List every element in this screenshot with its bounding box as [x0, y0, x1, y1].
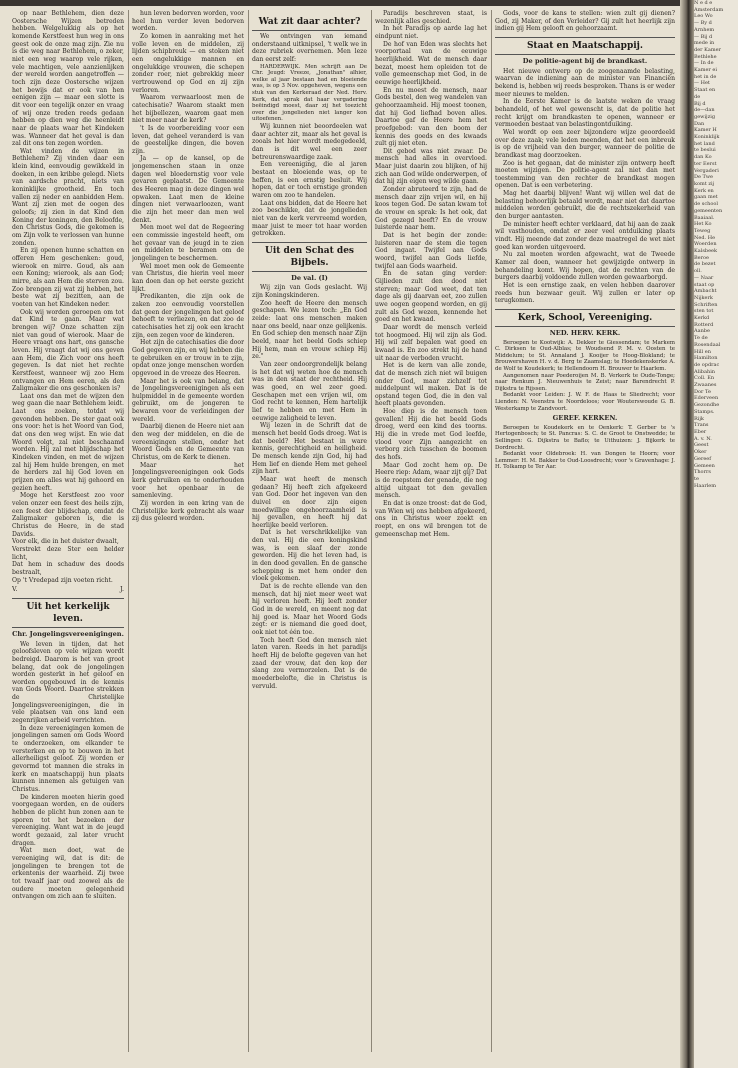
strip-line: te beslui — [694, 147, 716, 154]
strip-line: Ambacht — [694, 288, 717, 295]
strip-line: — Naar — [694, 274, 714, 281]
strip-line: Kerk en — [694, 187, 714, 194]
strip-line: Kamer H — [694, 127, 717, 134]
paragraph: Moge het Kerstfeest zoo voor velen onzer een feest des heils zijn, een feest der blijdschap, omdat de Zaligmaker geboren is, die is Christus de Heere, in de stad Davids. — [12, 492, 124, 538]
paragraph: Wij zijn van Gods geslacht. Wij zijn Koningskinderen. — [252, 284, 367, 300]
strip-line: Ederveen — [694, 395, 719, 402]
intro-text: We ontvingen van iemand onderstaand uitknipsel, 't welk we in deze rubriek overnemen. Men leze dan eerst zelf: — [252, 33, 367, 63]
column-4-paragraphs — [375, 10, 487, 538]
paragraph: Wat men doet, wat de vereeniging wil, dat is dit: de jongelingen te brengen tot de erkentenis der waarheid. Zij twee tot twaalf jaar oud zoowel als de oudere moeten gelegenheid ontvangen om zich aan te sluiten. — [12, 847, 124, 901]
strip-line: Thorrs — [694, 469, 711, 476]
strip-line: de opdrac — [694, 361, 720, 368]
paragraph: Laat ons bidden, dat de Heere het zoo beschikke, dat de jongelieden niet van de kerk vervreemd worden, maar juist te meer tot haar worden getrokken. — [252, 199, 367, 238]
paragraph: In het Paradijs op aarde lag het eindpunt niet. — [375, 25, 487, 40]
strip-line: Rotterd — [694, 321, 714, 328]
strip-line: Kerkd — [694, 315, 710, 322]
strip-line: Rosendaal — [694, 341, 721, 348]
paragraph: Dat is de rechte ellende van den mensch, dat hij niet meer weet wat hij verloren heeft. Hij leeft zonder God in de wereld, en meent nog dat hij goed is. Maar het Woord Gods zegt: er is niemand die goed doet, ook niet tot één toe. — [252, 583, 367, 636]
paragraph: Dit gebod was niet zwaar. De mensch had alles in overvloed. Maar juist daarin zou blijken, of hij zich aan God wilde onderwerpen, of dat hij zijn eigen weg wilde gaan. — [375, 147, 487, 186]
strip-line: Vergaderi — [694, 167, 719, 174]
paragraph: De minister heeft echter verklaard, dat hij aan de zaak wil vasthouden, omdat er zeer veel ontduiking plaats vindt. Hij meende dat zonder deze maatregel de wet niet goed kan worden uitgevoerd. — [495, 220, 675, 251]
strip-line: Leo Wo — [694, 13, 713, 20]
strip-line: Nijkerk — [694, 294, 713, 301]
strip-line: Alibahin — [694, 368, 716, 375]
strip-line: Hill en — [694, 348, 711, 355]
column-2 — [132, 10, 244, 1060]
strip-line: te — [694, 475, 699, 482]
column-rule — [371, 10, 372, 1052]
paragraph: Gods, voor de kans te stellen: wien zult gij dienen? God, zij Maker, of den Verleider? Gij zult het heerlijk zijn indien gij Hem gelooft en gehoorzaamt. — [495, 10, 675, 33]
paragraph: Paradijs beschreven staat, is wezenlijk alles geschied. — [375, 10, 487, 25]
poem-line: Op 't Vredepad zijn voeten richt. — [12, 576, 113, 584]
strip-line: Hamilton — [694, 355, 718, 362]
paragraph: Wij kunnen niet beoordeelen wat daar achter zit, maar als het geval is zooals het hier wordt medegedeeld, dan is dit wel een zeer betreurenswaardige zaak. — [252, 122, 367, 161]
strip-line: Arnhem — [694, 26, 715, 33]
strip-line: der Kamer — [694, 46, 721, 53]
strip-line: gemeenten — [694, 207, 723, 214]
column-4 — [375, 10, 487, 1060]
paragraph: Maar het Jongelingsvereenigingen ook Gods kerk gebruiken en te onderhouden voor het openbaar in de samenleving. — [132, 461, 244, 500]
strip-line: ter Eerst — [694, 160, 717, 167]
column-5-paragraphs — [495, 10, 675, 33]
scanner-edge — [0, 0, 738, 6]
subheading-the-fall: De val. (I) — [291, 273, 328, 282]
section-heading-church-school: Kerk, School, Vereeniging. — [495, 309, 675, 327]
strip-line: Koninklijk — [694, 134, 720, 141]
paragraph: Hoe diep is de mensch toen gevallen! Hij die het beeld Gods droeg, werd een kind des toorns. Hij die in vrede met God leefde, vlood voor Zijn aangezicht en verborg zich tusschen de boomen des hofs. — [375, 408, 487, 462]
strip-line: Stamps. — [694, 408, 715, 415]
paragraph: We leven in tijden, dat het geloofsleven op vele wijzen wordt bedreigd. Daarom is het van groot belang, dat ook de jongelingen worden gesterkt in het geloof en worden opgebouwd in de kennis van Gods Woord. Daartoe strekken de Christelijke Jongelingsvereenigingen, die in vele plaatsen van ons land een zegenrijken arbeid verrichten. — [12, 640, 124, 725]
strip-line: Teweg — [694, 227, 711, 234]
paragraph: Waarom verwaarloost men de catechisatie? Waarom staakt men het bijbellezen, waarom gaat men niet meer naar de kerk? — [132, 94, 244, 125]
strip-line: Dor Te — [694, 388, 711, 395]
paragraph: Zonder abruteerd te zijn, had de mensch daar zijn vrijen wil, en hij koos tegen God. De satan kwam tot de vrouw en sprak: Is het ook, dat God gezegd heeft? En de vrouw luisterde naar hem. — [375, 186, 487, 232]
strip-line: de—dan — [694, 107, 715, 114]
column-1-paragraphs — [12, 10, 124, 538]
column-3-paragraphs — [252, 123, 367, 238]
church-news: Aangenomen naar Poederoijen M. B. Verkerk te Oude-Tonge; naar Renkum J. Nieuwenhuis te Zeist; naar Barendrecht P. Dijkstra te Rijssen. — [495, 372, 675, 392]
church-news: Beroepen te Kootwijk: A. Dekker te Giessendam; te Markem C. Dirksen te Oud-Alblas; te Woudsend P. M. v. Oosten te Middelum; te St. Annaland J. Kooijer te Hoog-Blokland; te Brouwershaven H. v. d. Berg te Zaamslag; te Hoedekenskerke A. de Wolf te Koudekerk; te Hellendoorn H. Brouwer te Haarlem. — [495, 339, 675, 372]
column-3-paragraphs-2 — [252, 284, 367, 690]
strip-line: Woerden — [694, 241, 717, 248]
strip-line: sten tot — [694, 308, 714, 315]
strip-line: Bij d — [694, 100, 706, 107]
strip-line: Gemeen — [694, 462, 715, 469]
section-heading-bible-treasure: Uit den Schat des Bijbels. — [252, 242, 367, 272]
strip-line: mede in — [694, 40, 715, 47]
column-rule — [248, 10, 249, 1052]
paragraph: En nu moest de mensch, naar Gods bestel, den weg wandelen van gehoorzaamheid. Hij moest toonen, dat hij God liefhad boven alles. Daartoe gaf de Heere hem het proefgebod: van den boom der kennis des goeds en des kwaads zult gij niet eten. — [375, 86, 487, 148]
paragraph: Ja — op de kansel, op de jongemenschen staan in onze dagen wel bloedernstig voor vele gevaren geplaatst. De Gemeente des Heeren mag in deze dingen wel opwaken. Laat men de kleine dingen niet verwaarloozen, want die zijn het meer dan men wel denkt. — [132, 155, 244, 224]
strip-line: oll. — [694, 268, 702, 275]
strip-line: N e d e — [694, 0, 713, 6]
church-news: Beroepen te Koudekerk en te Oenkerk: T. Gerber te 's Hertogenbosch; te St. Pancras: S. C. de Groot te Onstwedde; te Sellingen: G. Dijkstra te Baflo; te Uithuizen: J. Bijkerk te Dordrecht. — [495, 424, 675, 451]
paragraph: Van zeer ondoorgrondelijk belang is het dat wij weten hoe de mensch was in den staat der rechtheid. Hij was goed, en wel zeer goed. Geschapen met een vrijen wil, om God recht te kennen, Hem hartelijk lief te hebben en met Hem in eeuwige zaligheid te leven. — [252, 361, 367, 422]
strip-line: Ned. He — [694, 234, 716, 241]
next-page-strip — [694, 0, 738, 1068]
strip-line: Geest — [694, 442, 709, 449]
paragraph: Het is een ernstige zaak, en velen hebben daarover reeds hun bezwaar geuit. Wij zullen er later op terugkomen. — [495, 282, 675, 305]
paragraph: En dat is onze troost: dat de God, van Wien wij ons hebben afgekeerd, ons in Christus weer zoekt en roept, en ons wil brengen tot de gemeenschap met Hem. — [375, 500, 487, 538]
poem-line: Dat hem in schaduw des doods bestraalt, — [12, 561, 124, 576]
paragraph: In deze vereenigingen komen de jongelingen samen om Gods Woord te onderzoeken, om elkander te versterken en op te bouwen in het allerheiligst geloof. Zij worden er gevormd tot mannen die straks in kerk en maatschappij hun plaats kunnen innemen als getuigen van Christus. — [12, 724, 124, 793]
paragraph: En de satan ging verder: Gijlieden zult den dood niet sterven; maar God weet, dat ten dage als gij daarvan eet, zoo zullen uwe oogen geopend worden, en gij zult als God wezen, kennende het goed en het kwaad. — [375, 270, 487, 324]
signature — [12, 586, 124, 594]
paragraph: Het nieuwe ontwerp op de zoogenaamde belasting, waarvan de indiening aan de minister van Financiën bekend is, hebben wij reeds besproken. Thans is er weder meer nieuws te melden. — [495, 67, 675, 98]
strip-line: Staat en — [694, 87, 716, 94]
strip-line: Baaiaal. — [694, 214, 715, 221]
paragraph: Wel wordt op een zeer bijzondere wijze geoordeeld over deze zaak; vele leden meenden, dat het een inbreuk is op de vrijheid van den burger, wanneer de politie de brandkast mag doorzoeken. — [495, 128, 675, 159]
strip-line: Haarlem — [694, 482, 717, 489]
paragraph: Toch heeft God den mensch niet laten varen. Reeds in het paradijs heeft Hij de belofte gegeven van het zaad der vrouw, dat den kop der slang zou vermorzelen. Dat is de moederbelofte, die in Christus is vervuld. — [252, 636, 367, 690]
paragraph: De kinderen moeten hierin goed voorgegaan worden, en de ouders hebben de plicht hun zonen aan te sporen tot het bezoeken der vereeniging. Want wat in de jeugd wordt gezaaid, zal later vrucht dragen. — [12, 793, 124, 847]
strip-line: Oker — [694, 449, 707, 456]
paragraph: Zoo is het gegaan, dat de minister zijn ontwerp heeft moeten wijzigen. De politie-agent zal niet dan met toestemming van den rechter de brandkast mogen openen. Dat is een verbetering. — [495, 159, 675, 190]
subheading-geref-kerken: GEREF. KERKEN. — [552, 414, 618, 423]
paragraph: Zij worden in een kring van de Christelijke kerk gebracht als waar zij dus geleerd worden. — [132, 500, 244, 523]
column-rule — [128, 10, 129, 1052]
column-3 — [252, 10, 367, 1060]
section-heading-state-society: Staat en Maatschappij. — [495, 37, 675, 55]
paragraph: Zoo heeft de Heere den mensch geschapen. We lezen toch: „En God zeide: laat ons menschen maken naar ons beeld, naar onze gelijkenis. En God schiep den mensch naar Zijn beeld, naar het beeld Gods schiep Hij hem, man en vrouw schiep Hij ze." — [252, 299, 367, 361]
strip-line: Te de — [694, 335, 708, 342]
column-5-paragraphs-2 — [495, 68, 675, 305]
quoted-clipping: HARDERWIJK. Men schrijft aan De Chr. Jeugd: Vreeze, „Jonathan" alhier, welke al jaar bestaan had en bloeiende was, is op 3 Nov. opgeheven, wegens een stuk van den Kerkeraad der Ned. Herv. Kerk, dat sprak dat haar vergadering beëindigd moest, daar zij het toezicht over die jongelieden niet langer kon uitoefenen. — [252, 63, 367, 123]
paragraph: Predikanten, die zijn ook de zaken zoo eenvoudig voorstellen dat geen der jongelingen het geloof behoeft te verliezen, en dat zoo de catechisaties het zij ook een kracht zijn, een zegen voor de kinderen. — [132, 293, 244, 339]
column-5 — [495, 10, 675, 1060]
poem-line: Verstrekt deze Ster een helder licht, — [12, 545, 124, 561]
strip-line: dan Ko — [694, 154, 712, 161]
strip-line: Trans — [694, 422, 709, 429]
paragraph: Een vereeniging, die al jaren bestaat en bloeiende was, op te heffen, is een ernstig besluit. Wij hopen, dat er toch ernstige gronden waren om zoo te handelen. — [252, 161, 367, 199]
section-heading-church-life: Uit het kerkelijk leven. — [12, 598, 124, 628]
signature-left: V. — [12, 586, 18, 594]
paragraph: 't Is de voorbereiding voor een leven, dat geheel veranderd is van de geestelijke dingen, die boven zijn. — [132, 124, 244, 155]
poem-line: Voor elk, die in het duister dwaalt, — [12, 538, 119, 546]
strip-line: Gereef — [694, 455, 712, 462]
paragraph: Men moet wel dat de Regeering een commissie ingesteld heeft, om het gevaar van de jeugd in te zien en middelen te beramen om de jongelingen te beschermen. — [132, 224, 244, 262]
strip-line: Het Ko — [694, 221, 712, 228]
paragraph: Maar het is ook van belang, dat de Jongelingsvereenigingen als een hulpmiddel in de gemeente worden gebruikt, om de jongeren te bewaren voor de verleidingen der wereld. — [132, 377, 244, 423]
strip-line: Coll. En — [694, 375, 715, 382]
strip-line: komt zij — [694, 180, 715, 187]
strip-line: Aanbe — [694, 328, 710, 335]
paragraph: Daar wordt de mensch verleid tot hoogmoed. Hij wil zijn als God. Hij wil zelf bepalen wat goed en kwaad is. En zoo strekt hij de hand uit naar de verboden vrucht. — [375, 323, 487, 362]
strip-line: Zwaanes — [694, 382, 717, 389]
paragraph: Wel moet men ook de Gemeente van Christus, die hierin veel meer kan doen dan op het eerste gezicht lijkt. — [132, 262, 244, 293]
strip-line: — Bij d — [694, 33, 713, 40]
strip-line: Kamer ei — [694, 67, 717, 74]
paragraph: De hof van Eden was slechts het voorportaal van de eeuwige heerlijkheid. Wat de mensch daar bezat, moest hem opleiden tot de volle gemeenschap met God, in de eeuwige heerlijkheid. — [375, 40, 487, 86]
strip-line: Eber — [694, 429, 707, 435]
strip-line: — In de — [694, 60, 714, 67]
paragraph: Dat is het verschrikkelijke van den val. Hij die een koningskind was, is een slaaf der zonde geworden. Hij die het leven had, is in den dood gevallen. En de gansche schepping is met hem onder den vloek gekomen. — [252, 529, 367, 583]
paragraph: In de Eerste Kamer is de laatste weken de vraag behandeld, of het wel gewenscht is, dat de politie het recht krijgt om brandkasten te openen, wanneer er vermoeden bestaat van belastingontduiking. — [495, 98, 675, 129]
strip-line: Beroe — [694, 254, 709, 261]
paragraph: Het is de kern van alle zonde, dat de mensch zich niet wil buigen onder God, maar zichzelf tot middelpunt wil maken. Dat is de opstand tegen God, die in den val heeft plaats gevonden. — [375, 362, 487, 408]
paragraph: Maar God zocht hem op. De Heere riep: Adam, waar zijt gij? Dat is de roepstem der genade, die nog altijd uitgaat tot den gevallen mensch. — [375, 461, 487, 500]
strip-line: Rijk — [694, 415, 704, 422]
paragraph: Het zijn de catechisaties die door God gegeven zijn, en wij hebben die te gebruiken en er trouw in te zijn, opdat onze jonge menschen worden opgevoed in de vreeze des Heeren. — [132, 339, 244, 377]
church-news: Bedankt voor Leiden: J. W. F. de Haas te Sliedrecht; voor Lienden: N. Veenstra te Noordeloos; voor Wouterswoude G. B. Westerkamp te Zandvoort. — [495, 392, 675, 412]
signature-right: J. — [119, 586, 124, 594]
paragraph: Ook wij worden geroepen om tot dat Kind te gaan. Maar wat brengen wij? Onze schatten zijn niet van goud of wierook. Maar de Heere vraagt ons hart, ons gansche leven. Hij vraagt dat wij ons geven aan Hem, die Zich voor ons heeft gegeven. Is dat niet het rechte Kerstfeest, wanneer wij zoo Hem ontvangen en Hem eeren, als den Zaligmaker die ons geschonken is? — [12, 308, 124, 393]
strip-line: — Het — [694, 80, 710, 87]
strip-line: de school — [694, 201, 718, 208]
page-binding-shadow — [680, 0, 694, 1068]
subheading-police-agent: De politie-agent bij de brandkast. — [522, 56, 648, 65]
paragraph: Daarbij dienen de Heere niet aan den weg der middelen, en die de vereenigingen stellen, onder het Woord Gods en de Gemeente van Christus, om de Kerk te dienen. — [132, 423, 244, 462]
paragraph: Nu zal moeten worden afgewacht, wat de Tweede Kamer zal doen, wanneer het gewijzigde ontwerp in behandeling komt. Wij hopen, dat de rechten van de burgers daarbij voldoende zullen worden gewaarborgd. — [495, 251, 675, 282]
strip-line: Schriften — [694, 301, 718, 308]
paragraph: op naar Bethlehem, dien deze Oostersche Wijzen betreden hebben. Welgelukkig als op het komende Kerstfeest hun weg in ons geest ook de onze mag zijn. Zie nu is die weg naar Bethlehem, o zeker, niet een weg waarop vele rijken, vele machtigen, vele aanzienlijken der wereld worden aangetroffen — toch zijn deze Oostersche wijzen het bewijs dat er ook van hen eenigen zijn — maar een slotte is dit voor een tegelijk onzer en vraag of wij onze treden reeds gedaan hebben op dien weg die heenleidt naar de plaats waar het Kindeken was. Wanneer dat het geval is dan zal dit ons ten zegen worden. — [12, 10, 124, 148]
strip-line: Dan — [694, 120, 705, 127]
column-2-paragraphs — [132, 10, 244, 523]
paragraph: Dat is het begin der zonde: luisteren naar de stem die tegen God ingaat. Twijfel aan Gods woord, twijfel aan Gods liefde, twijfel aan Gods waarheid. — [375, 232, 487, 270]
paragraph: Wat vinden de wijzen in Bethlehem? Zij vinden daar een klein kind, eenvoudig gewikkeld in doeken, in een kribbe gelegd. Niets van aardsche pracht, niets van koninklijke grootheid. En toch vallen zij neder en aanbidden Hem. Want zij zien met de oogen des geloofs; zij zien in dat Kind den Koning der koningen, den Beloofde, den Christus Gods, die gekomen is om Zijn volk te verlossen van hunne zonden. — [12, 147, 124, 247]
paragraph: Laat ons dan met de wijzen den weg gaan die naar Bethlehem leidt. Laat ons zoeken, totdat wij gevonden hebben. De ster gaat ook ons voor: het is het Woord van God, dat ons den weg wijst. En wie dat Woord volgt, zal niet beschaamd worden. Hij zal met blijdschap het Kindeken vinden, en met de wijzen zal hij Hem hulde brengen, en met de herders zal hij God loven en prijzen om alles wat hij gehoord en gezien heeft. — [12, 392, 124, 492]
paragraph: En zij openen hunne schatten en offeren Hem geschenken: goud, wierook en mirre. Goud, als aan een Koning; wierook, als aan God; mirre, als aan Hem die sterven zou. Zoo brengen zij wat zij hebben, het beste wat zij bezitten, aan de voeten van het Kindeken neder. — [12, 247, 124, 308]
column-rule — [491, 10, 492, 1052]
paragraph: Mag het daarbij blijven! Want wij willen wel dat de belasting behoorlijk betaald wordt, maar niet dat daartoe middelen worden gebruikt, die de rechtszekerheid van den burger aantasten. — [495, 190, 675, 221]
strip-line: Gezondhe — [694, 402, 720, 409]
column-1-paragraphs-2 — [12, 641, 124, 901]
paragraph: Wij lezen in de Schrift dat de mensch het beeld Gods droeg. Wat is dat beeld? Het bestaat in ware kennis, gerechtigheid en heiligheid. De mensch kende zijn God, hij had Hem lief en diende Hem met geheel zijn hart. — [252, 422, 367, 476]
strip-line: De Twe — [694, 174, 713, 181]
strip-line: Bethlehe — [694, 53, 717, 60]
poem — [12, 538, 124, 584]
strip-line: Kalsbeek — [694, 248, 718, 255]
section-heading-what-behind: Wat zit daar achter? — [252, 14, 367, 31]
subheading-ned-herv-kerk: NED. HERV. KERK. — [549, 328, 621, 337]
strip-line: A. v. N. — [694, 435, 712, 442]
paragraph: hun leven bedorven worden, voor heel hun verder leven bedorven worden. — [132, 10, 244, 33]
paragraph: Maar wat heeft de mensch gedaan? Hij heeft zich afgekeerd van God. Door het ingeven van den duivel en door zijn eigen moedwillige ongehoorzaamheid is hij gevallen, en heeft hij dat heerlijke beeld verloren. — [252, 475, 367, 529]
strip-line: het in de — [694, 73, 717, 80]
paragraph: Zo komen in aanraking met het volle leven en de middelen, zij lijden schipbreuk — en stoken niet een ongelukkige mannen en ongelukkige vrouwen, die schepen zonder roer, niet gebrekkig meer vertrouwend op God en zij zijn verloren. — [132, 32, 244, 94]
strip-line: staat op — [694, 281, 715, 288]
subheading-youth-societies: Chr. Jongelingsvereenigingen. — [12, 629, 124, 638]
strip-line: — By d — [694, 20, 712, 27]
strip-line: het land — [694, 140, 715, 147]
church-news: Bedankt voor Oldebroek: H. van Dongen te Hoorn; voor Lemmer: H. M. Bakker te Oud-Loosdrecht; voor 's Gravenhage: J. H. Tolkamp te Ter Aar. — [495, 451, 675, 471]
strip-line: de bezet — [694, 261, 716, 268]
column-1 — [12, 10, 124, 1060]
strip-line: gewijzig — [694, 113, 716, 120]
strip-line: de — [694, 93, 701, 100]
strip-line: Amsterdam — [694, 6, 724, 13]
strip-line: gaan met — [694, 194, 718, 201]
